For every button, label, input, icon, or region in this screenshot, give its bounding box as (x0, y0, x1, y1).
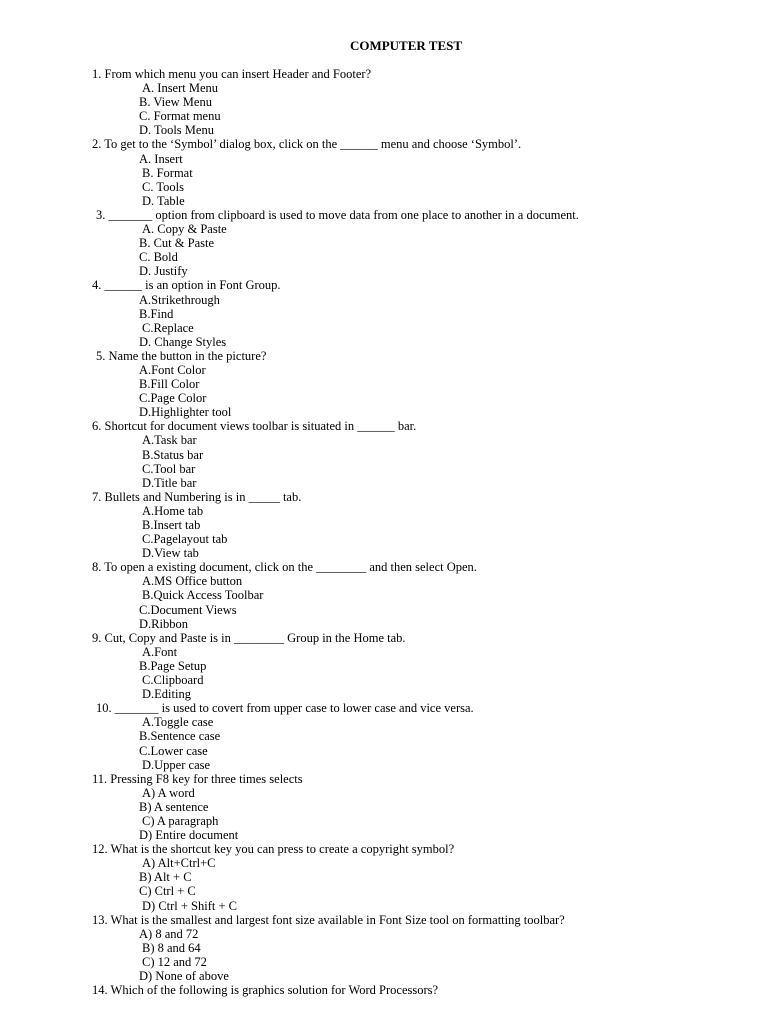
document-title: COMPUTER TEST (349, 38, 463, 53)
option-12-a: A) Alt+Ctrl+C (142, 856, 216, 871)
question-7: 7. Bullets and Numbering is in _____ tab. (92, 489, 302, 504)
option-7-c: C.Pagelayout tab (142, 532, 228, 547)
question-10: 10. _______ is used to covert from upper case to lower case and vice versa. (96, 701, 474, 716)
question-3: 3. _______ option from clipboard is used to move data from one place to another in a document. (96, 207, 579, 222)
option-11-d: D) Entire document (139, 828, 239, 843)
option-8-d: D.Ribbon (139, 616, 188, 631)
option-10-b: B.Sentence case (139, 729, 221, 744)
option-13-b: B) 8 and 64 (142, 940, 201, 955)
option-1-a: A. Insert Menu (142, 81, 219, 96)
option-5-d: D.Highlighter tool (139, 405, 232, 420)
option-4-a: A.Strikethrough (139, 292, 220, 307)
option-8-a: A.MS Office button (142, 574, 243, 589)
option-6-d: D.Title bar (142, 475, 197, 490)
question-14: 14. Which of the following is graphics solution for Word Processors? (92, 983, 439, 998)
question-6: 6. Shortcut for document views toolbar is situated in ______ bar. (92, 419, 417, 434)
option-10-a: A.Toggle case (142, 715, 214, 730)
option-9-c: C.Clipboard (142, 673, 204, 688)
option-7-a: A.Home tab (142, 503, 204, 518)
option-2-d: D. Table (142, 193, 185, 208)
option-12-c: C) Ctrl + C (139, 884, 196, 899)
option-6-a: A.Task bar (142, 433, 197, 448)
option-3-c: C. Bold (139, 250, 178, 265)
option-5-b: B.Fill Color (139, 377, 200, 392)
option-2-b: B. Format (142, 165, 193, 180)
option-11-c: C) A paragraph (142, 813, 219, 828)
option-10-d: D.Upper case (142, 757, 211, 772)
option-12-d: D) Ctrl + Shift + C (142, 898, 238, 913)
option-5-a: A.Font Color (139, 362, 206, 377)
option-9-b: B.Page Setup (139, 658, 207, 673)
question-9: 9. Cut, Copy and Paste is in ________ Group in the Home tab. (92, 630, 406, 645)
option-2-a: A. Insert (139, 151, 183, 166)
question-13: 13. What is the smallest and largest font size available in Font Size tool on formatting toolbar? (92, 912, 565, 927)
question-11: 11. Pressing F8 key for three times selects (92, 771, 303, 786)
option-4-c: C.Replace (142, 320, 194, 335)
option-12-b: B) Alt + C (139, 870, 192, 885)
question-8: 8. To open a existing document, click on the ________ and then select Open. (92, 560, 477, 575)
option-13-d: D) None of above (139, 969, 229, 983)
option-6-b: B.Status bar (142, 447, 204, 462)
question-1: 1. From which menu you can insert Header and Footer? (92, 67, 372, 81)
option-8-c: C.Document Views (139, 602, 237, 617)
option-4-d: D. Change Styles (139, 334, 227, 349)
option-9-d: D.Editing (142, 687, 191, 702)
question-list (92, 67, 752, 997)
option-4-b: B.Find (139, 306, 174, 321)
option-3-a: A. Copy & Paste (142, 222, 227, 237)
question-12: 12. What is the shortcut key you can press to create a copyright symbol? (92, 842, 455, 857)
option-10-c: C.Lower case (139, 743, 208, 758)
option-1-d: D. Tools Menu (139, 123, 214, 138)
option-3-d: D. Justify (139, 264, 188, 279)
option-6-c: C.Tool bar (142, 461, 196, 476)
option-13-a: A) 8 and 72 (139, 926, 199, 941)
question-4: 4. ______ is an option in Font Group. (92, 278, 281, 293)
option-11-a: A) A word (142, 785, 195, 800)
option-7-b: B.Insert tab (142, 518, 201, 532)
option-9-a: A.Font (142, 644, 178, 659)
option-3-b: B. Cut & Paste (139, 236, 215, 251)
option-2-c: C. Tools (142, 179, 184, 194)
option-5-c: C.Page Color (139, 391, 207, 406)
question-2: 2. To get to the ‘Symbol’ dialog box, click on the ______ menu and choose ‘Symbol’. (92, 137, 522, 152)
option-8-b: B.Quick Access Toolbar (142, 588, 264, 603)
question-5: 5. Name the button in the picture? (96, 348, 267, 363)
option-1-c: C. Format menu (139, 109, 221, 124)
option-1-b: B. View Menu (139, 95, 212, 110)
option-7-d: D.View tab (142, 546, 199, 561)
option-11-b: B) A sentence (139, 799, 209, 814)
option-13-c: C) 12 and 72 (142, 954, 207, 969)
